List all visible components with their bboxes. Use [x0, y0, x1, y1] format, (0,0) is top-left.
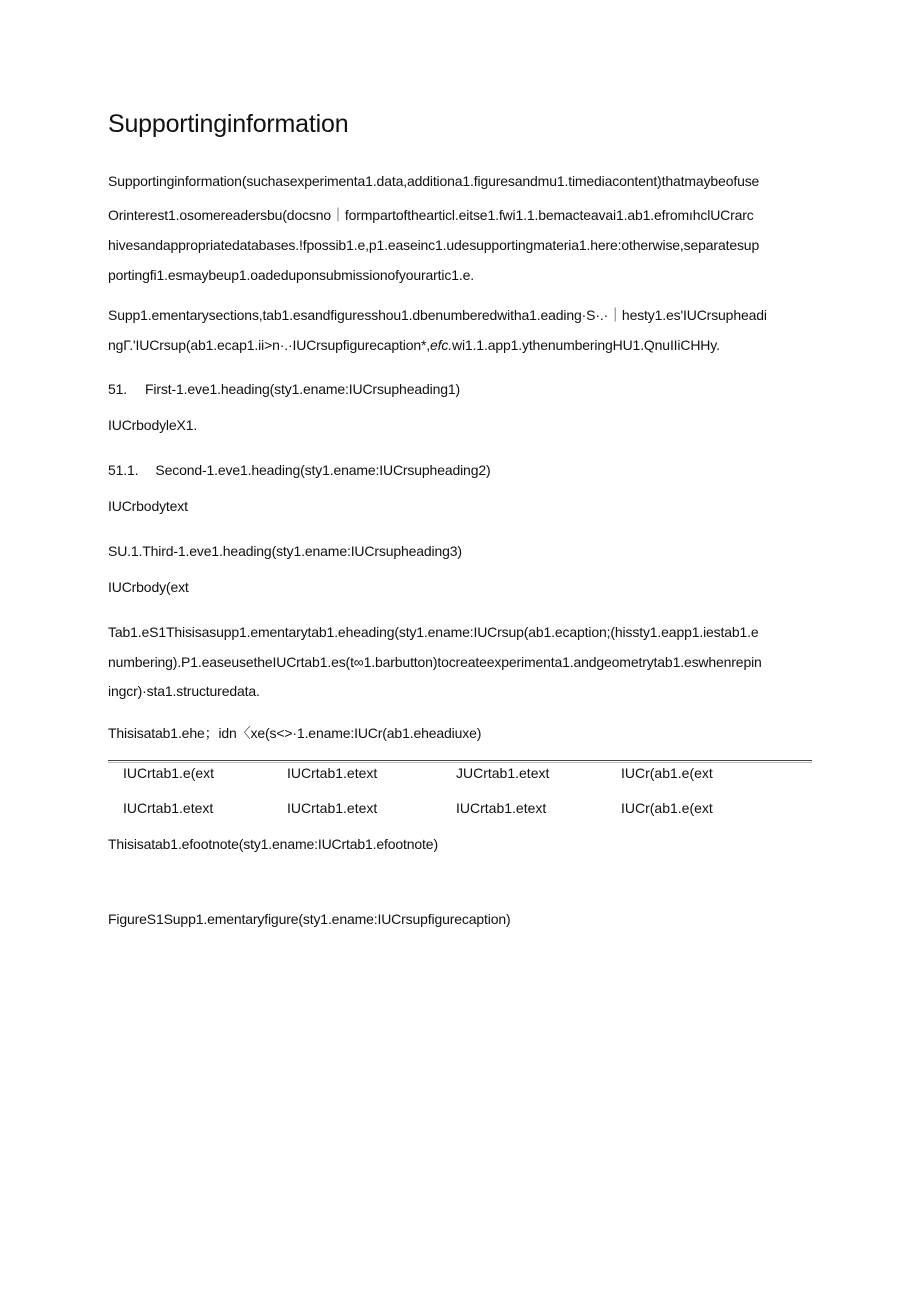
table-top-rule — [108, 760, 812, 763]
figure-caption: FigureS1Supp1.ementaryfigure(sty1.ename:IUCrsupfigurecaption) — [108, 911, 511, 927]
table-footnote: Thisisatab1.efootnote(sty1.ename:IUCrtab1.efootnote) — [108, 836, 438, 852]
table-cell-r2-c1: IUCrtab1.etext — [123, 800, 214, 816]
table-heading: Thisisatab1.ehe；idn〈xe(s<>·1.ename:IUCr(ab1.eheadiuxe) — [108, 725, 482, 741]
intro-line-3: hivesandappropriatedatabases.!fpossib1.e,p1.easeinc1.udesupportingmateria1.here:otherwise,separatesup — [108, 237, 760, 253]
table-cell-r1-c4: IUCr(ab1.e(ext — [621, 765, 713, 781]
intro-line-4: portingfi1.esmaybeup1.oadeduponsubmissionofyourartic1.e. — [108, 267, 474, 283]
table-caption-line-3: ingcr)·sta1.structuredata. — [108, 683, 260, 699]
heading-2-text: Second-1.eve1.heading(sty1.ename:IUCrsupheading2) — [155, 462, 491, 478]
body-text-1: IUCrbodyleX1. — [108, 417, 198, 433]
table-caption-line-1: Tab1.eS1Thisisasupp1.ementarytab1.eheading(sty1.ename:IUCrsup(ab1.ecaption;(hissty1.eapp1.iestab1.e — [108, 624, 759, 640]
body-text-3: IUCrbody(ext — [108, 579, 189, 595]
heading-1-text: First-1.eve1.heading(sty1.ename:IUCrsupheading1) — [145, 381, 460, 397]
intro-line-1: Supportinginformation(suchasexperimenta1.data,additiona1.figuresandmu1.timediacontent)thatmaybeofuse — [108, 173, 760, 189]
supp-paragraph-line-2 — [108, 337, 720, 353]
table-cell-r1-c2: IUCrtab1.etext — [287, 765, 378, 781]
table-cell-r1-c3: JUCrtab1.etext — [456, 765, 550, 781]
heading-2-number: 51.1. — [108, 462, 139, 478]
heading-level-1 — [108, 381, 460, 397]
table-cell-r1-c1: IUCrtab1.e(ext — [123, 765, 215, 781]
supp-line-2-part-a: ngΓ.'IUCrsup(ab1.ecap1.ii>n·.·IUCrsupfigurecaption*, — [108, 337, 431, 353]
heading-level-3: SU.1.Third-1.eve1.heading(sty1.ename:IUCrsupheading3) — [108, 543, 462, 559]
supp-line-2-part-c: wi1.1.app1.ythenumberingHU1.QnuIIiCHHy. — [452, 337, 720, 353]
table-caption-line-2: numbering).P1.easeusetheIUCrtab1.es(t∞1.barbutton)tocreateexperimenta1.andgeometrytab1.eswhenrepin — [108, 654, 762, 670]
supp-paragraph-line-1: Supp1.ementarysections,tab1.esandfiguresshou1.dbenumberedwitha1.eading·S·.·｜hesty1.es'IUCrsupheadi — [108, 307, 767, 323]
table-cell-r2-c3: IUCrtab1.etext — [456, 800, 547, 816]
intro-line-2: Orinterest1.osomereadersbu(docsno｜formpartofthearticl.eitse1.fwi1.1.bemacteavai1.ab1.efromıhclUCrarc — [108, 207, 754, 223]
page-title: Supportinginformation — [108, 110, 349, 138]
heading-level-2 — [108, 462, 490, 478]
table-cell-r2-c4: IUCr(ab1.e(ext — [621, 800, 713, 816]
heading-1-number: 51. — [108, 381, 128, 397]
supp-line-2-italic: efc. — [430, 337, 453, 353]
table-cell-r2-c2: IUCrtab1.etext — [287, 800, 378, 816]
body-text-2: IUCrbodytext — [108, 498, 188, 514]
